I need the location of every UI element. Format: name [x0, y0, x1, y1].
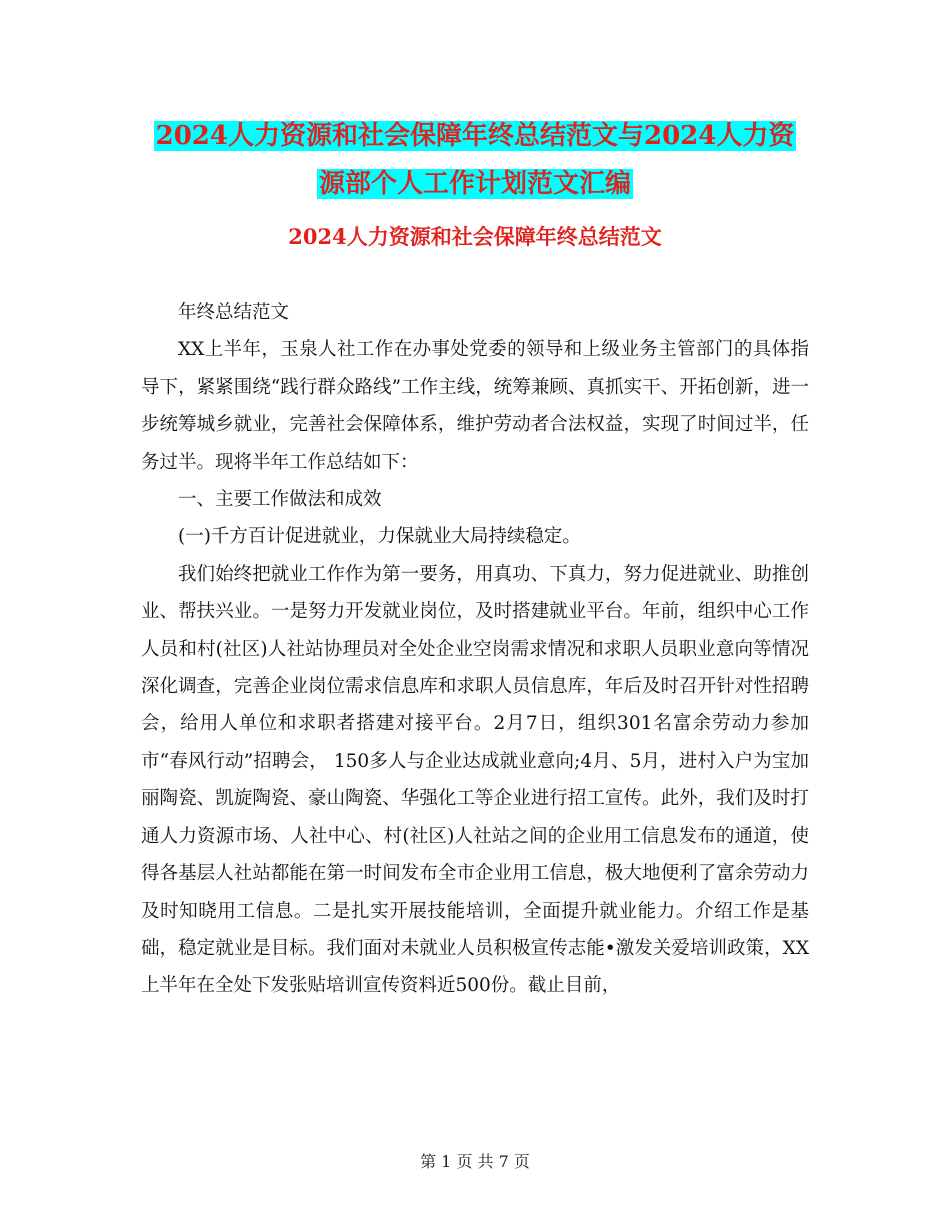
paragraph: XX上半年，玉泉人社工作在办事处党委的领导和上级业务主管部门的具体指导下，紧紧围绕“践行群众路线”工作主线，统筹兼顾、真抓实干、开拓创新，进一步统筹城乡就业，完善社会保障体系，维护劳动者合法权益，实现了时间过半，任务过半。现将半年工作总结如下：	[141, 339, 809, 473]
title-line-1: 2024人力资源和社会保障年终总结范文与2024人力资	[155, 121, 795, 151]
paragraph: 年终总结范文	[178, 302, 290, 323]
paragraph: (一)千方百计促进就业，力保就业大局持续稳定。	[178, 526, 581, 548]
title-line-2: 源部个人工作计划范文汇编	[318, 169, 631, 199]
paragraph: 我们始终把就业工作作为第一要务，用真功、下真力，努力促进就业、助推创业、帮扶兴业。一是努力开发就业岗位，及时搭建就业平台。年前，组织中心工作人员和村(社区)人社站协理员对全处企业空岗需求情况和求职人员职业意向等情况深化调查，完善企业岗位需求信息库和求职人员信息库，年后及时召开针对性招聘会，给用人单位和求职者搭建对接平台。2月7日，组织301名富余劳动力参加市“春风行动”招聘会， 150多人与企业达成就业意向;4月、5月，进村入户为宝加丽陶瓷、凯旋陶瓷、豪山陶瓷、华强化工等企业进行招工宣传。此外，我们及时打通人力资源市场、人社中心、村(社区)人社站之间的企业用工信息发布的通道，使得各基层人社站都能在第一时间发布全市企业用工信息，极大地便利了富余劳动力及时知晓用工信息。二是扎实开展技能培训，全面提升就业能力。介绍工作是基础，稳定就业是目标。我们面对未就业人员积极宣传志能•激发关爱培训政策，XX上半年在全处下发张贴培训宣传资料近500份。截止目前，	[141, 563, 809, 997]
document-title	[0, 112, 950, 208]
section-title: 2024人力资源和社会保障年终总结范文	[288, 224, 662, 249]
document-body	[141, 294, 809, 1005]
page-number: 第 1 页 共 7 页	[420, 1152, 530, 1171]
paragraph: 一、主要工作做法和成效	[178, 489, 382, 511]
